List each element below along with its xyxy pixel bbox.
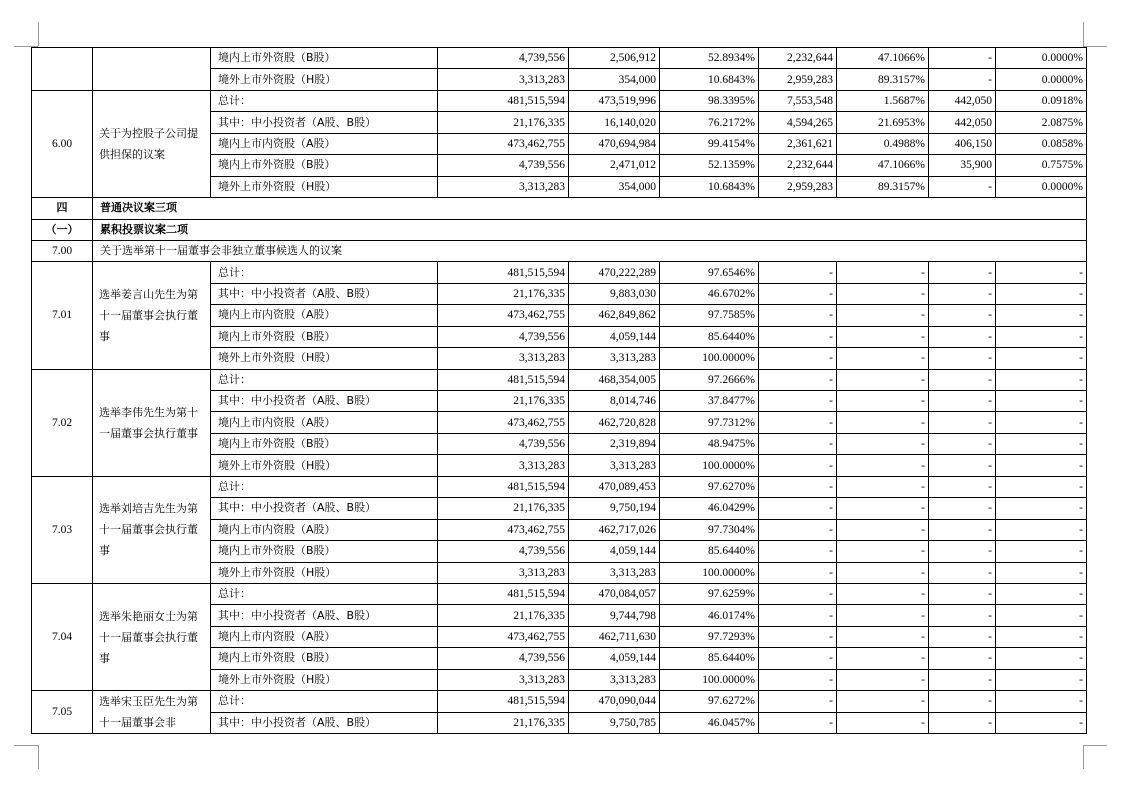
against-percent-cell: -	[837, 476, 929, 497]
abstain-shares-cell: -	[929, 391, 996, 412]
against-percent-cell: -	[837, 541, 929, 562]
for-percent-cell: 100.0000%	[660, 669, 759, 690]
total-shares-cell: 4,739,556	[438, 155, 569, 176]
against-percent-cell: 47.1066%	[837, 48, 929, 69]
against-shares-cell: -	[759, 605, 837, 626]
against-percent-cell: -	[837, 605, 929, 626]
abstain-shares-cell: -	[929, 712, 996, 734]
for-shares-cell: 468,354,005	[569, 369, 660, 390]
abstain-shares-cell: -	[929, 476, 996, 497]
for-percent-cell: 85.6440%	[660, 541, 759, 562]
abstain-shares-cell: -	[929, 541, 996, 562]
total-shares-cell: 481,515,594	[438, 262, 569, 283]
abstain-shares-cell: -	[929, 562, 996, 583]
share-category-label: 境内上市外资股（B股）	[211, 541, 438, 562]
against-shares-cell: -	[759, 326, 837, 347]
total-shares-cell: 473,462,755	[438, 305, 569, 326]
total-shares-cell: 21,176,335	[438, 112, 569, 133]
abstain-percent-cell: -	[996, 648, 1087, 669]
total-shares-cell: 21,176,335	[438, 498, 569, 519]
share-category-label: 总计：	[211, 262, 438, 283]
share-category-label: 其中：中小投资者（A股、B股）	[211, 112, 438, 133]
abstain-shares-cell: 35,900	[929, 155, 996, 176]
for-shares-cell: 354,000	[569, 176, 660, 197]
for-shares-cell: 470,694,984	[569, 133, 660, 154]
against-shares-cell: 4,594,265	[759, 112, 837, 133]
abstain-percent-cell: 0.0000%	[996, 48, 1087, 69]
for-shares-cell: 473,519,996	[569, 90, 660, 111]
for-percent-cell: 100.0000%	[660, 562, 759, 583]
total-shares-cell: 481,515,594	[438, 90, 569, 111]
abstain-percent-cell: -	[996, 412, 1087, 433]
abstain-percent-cell: -	[996, 541, 1087, 562]
abstain-shares-cell: -	[929, 583, 996, 604]
abstain-percent-cell: -	[996, 669, 1087, 690]
against-shares-cell: -	[759, 691, 837, 713]
crop-mark-top-right-v	[1083, 22, 1084, 46]
total-shares-cell: 3,313,283	[438, 669, 569, 690]
for-shares-cell: 9,750,194	[569, 498, 660, 519]
total-shares-cell: 4,739,556	[438, 326, 569, 347]
abstain-percent-cell: -	[996, 455, 1087, 476]
for-shares-cell: 354,000	[569, 69, 660, 90]
against-shares-cell: -	[759, 626, 837, 647]
against-percent-cell: -	[837, 691, 929, 713]
for-percent-cell: 46.0457%	[660, 712, 759, 734]
motion-number-cell	[32, 48, 93, 91]
abstain-shares-cell: -	[929, 648, 996, 669]
total-shares-cell: 3,313,283	[438, 348, 569, 369]
section-title-cell: 累积投票议案二项	[93, 219, 1087, 240]
motion-title-cell: 选举李伟先生为第十一届董事会执行董事	[93, 369, 211, 476]
abstain-shares-cell: -	[929, 326, 996, 347]
motion-number-cell: 7.05	[32, 691, 93, 734]
total-shares-cell: 3,313,283	[438, 69, 569, 90]
against-percent-cell: -	[837, 412, 929, 433]
motion-title-cell: 选举朱艳丽女士为第十一届董事会执行董事	[93, 583, 211, 690]
abstain-shares-cell: 442,050	[929, 90, 996, 111]
against-shares-cell: -	[759, 712, 837, 734]
table-row	[32, 48, 1087, 69]
total-shares-cell: 21,176,335	[438, 283, 569, 304]
motion-number-cell: 7.03	[32, 476, 93, 583]
for-shares-cell: 2,319,894	[569, 433, 660, 454]
share-category-label: 其中：中小投资者（A股、B股）	[211, 283, 438, 304]
for-percent-cell: 46.0174%	[660, 605, 759, 626]
for-percent-cell: 97.7304%	[660, 519, 759, 540]
total-shares-cell: 473,462,755	[438, 626, 569, 647]
for-shares-cell: 4,059,144	[569, 648, 660, 669]
abstain-percent-cell: 0.0000%	[996, 176, 1087, 197]
share-category-label: 境内上市内资股（A股）	[211, 412, 438, 433]
against-shares-cell: -	[759, 433, 837, 454]
abstain-shares-cell: -	[929, 369, 996, 390]
share-category-label: 境内上市外资股（B股）	[211, 648, 438, 669]
against-percent-cell: -	[837, 519, 929, 540]
share-category-label: 其中：中小投资者（A股、B股）	[211, 605, 438, 626]
against-percent-cell: -	[837, 583, 929, 604]
for-percent-cell: 98.3395%	[660, 90, 759, 111]
for-percent-cell: 97.6270%	[660, 476, 759, 497]
total-shares-cell: 481,515,594	[438, 476, 569, 497]
share-category-label: 境内上市外资股（B股）	[211, 48, 438, 69]
section-title-cell: 普通决议案三项	[93, 198, 1087, 219]
abstain-percent-cell: -	[996, 326, 1087, 347]
for-shares-cell: 3,313,283	[569, 669, 660, 690]
against-shares-cell: 2,361,621	[759, 133, 837, 154]
abstain-shares-cell: -	[929, 69, 996, 90]
motion-number-cell: 7.02	[32, 369, 93, 476]
against-percent-cell: -	[837, 455, 929, 476]
share-category-label: 境外上市外资股（H股）	[211, 562, 438, 583]
total-shares-cell: 4,739,556	[438, 541, 569, 562]
for-shares-cell: 3,313,283	[569, 455, 660, 476]
for-shares-cell: 16,140,020	[569, 112, 660, 133]
total-shares-cell: 473,462,755	[438, 133, 569, 154]
crop-mark-bottom-right-v	[1083, 745, 1084, 769]
total-shares-cell: 21,176,335	[438, 712, 569, 734]
crop-mark-bottom-left-v	[38, 745, 39, 769]
table-row	[32, 476, 1087, 497]
for-shares-cell: 462,717,026	[569, 519, 660, 540]
for-percent-cell: 97.2666%	[660, 369, 759, 390]
abstain-percent-cell: -	[996, 498, 1087, 519]
against-percent-cell: -	[837, 669, 929, 690]
table-row	[32, 691, 1087, 713]
against-percent-cell: -	[837, 262, 929, 283]
against-percent-cell: -	[837, 369, 929, 390]
share-category-label: 其中：中小投资者（A股、B股）	[211, 712, 438, 734]
for-shares-cell: 462,720,828	[569, 412, 660, 433]
share-category-label: 境内上市内资股（A股）	[211, 305, 438, 326]
for-percent-cell: 76.2172%	[660, 112, 759, 133]
for-shares-cell: 9,744,798	[569, 605, 660, 626]
total-shares-cell: 4,739,556	[438, 433, 569, 454]
for-shares-cell: 462,711,630	[569, 626, 660, 647]
share-category-label: 境外上市外资股（H股）	[211, 176, 438, 197]
abstain-shares-cell: -	[929, 669, 996, 690]
abstain-percent-cell: 0.0000%	[996, 69, 1087, 90]
abstain-percent-cell: -	[996, 433, 1087, 454]
abstain-percent-cell: -	[996, 391, 1087, 412]
abstain-shares-cell: -	[929, 48, 996, 69]
motion-number-cell: 7.01	[32, 262, 93, 369]
for-percent-cell: 97.6259%	[660, 583, 759, 604]
abstain-shares-cell: 442,050	[929, 112, 996, 133]
abstain-shares-cell: -	[929, 433, 996, 454]
against-shares-cell: -	[759, 583, 837, 604]
against-shares-cell: -	[759, 455, 837, 476]
against-percent-cell: -	[837, 626, 929, 647]
for-shares-cell: 3,313,283	[569, 348, 660, 369]
abstain-percent-cell: -	[996, 305, 1087, 326]
for-percent-cell: 97.7585%	[660, 305, 759, 326]
for-shares-cell: 9,883,030	[569, 283, 660, 304]
share-category-label: 境内上市外资股（B股）	[211, 433, 438, 454]
for-percent-cell: 97.6546%	[660, 262, 759, 283]
against-percent-cell: 47.1066%	[837, 155, 929, 176]
against-shares-cell: -	[759, 283, 837, 304]
abstain-percent-cell: -	[996, 583, 1087, 604]
for-shares-cell: 470,084,057	[569, 583, 660, 604]
share-category-label: 境内上市外资股（B股）	[211, 326, 438, 347]
total-shares-cell: 473,462,755	[438, 412, 569, 433]
total-shares-cell: 4,739,556	[438, 648, 569, 669]
for-shares-cell: 4,059,144	[569, 326, 660, 347]
share-category-label: 境内上市内资股（A股）	[211, 133, 438, 154]
against-percent-cell: -	[837, 433, 929, 454]
total-shares-cell: 3,313,283	[438, 455, 569, 476]
table-row	[32, 262, 1087, 283]
abstain-percent-cell: -	[996, 519, 1087, 540]
share-category-label: 境外上市外资股（H股）	[211, 455, 438, 476]
for-shares-cell: 462,849,862	[569, 305, 660, 326]
for-percent-cell: 99.4154%	[660, 133, 759, 154]
for-percent-cell: 10.6843%	[660, 69, 759, 90]
abstain-percent-cell: -	[996, 605, 1087, 626]
against-shares-cell: -	[759, 412, 837, 433]
against-shares-cell: 2,232,644	[759, 155, 837, 176]
crop-mark-bottom-right	[1083, 745, 1107, 746]
total-shares-cell: 3,313,283	[438, 562, 569, 583]
against-percent-cell: 89.3157%	[837, 176, 929, 197]
motion-title-cell: 选举姜言山先生为第十一届董事会执行董事	[93, 262, 211, 369]
share-category-label: 其中：中小投资者（A股、B股）	[211, 498, 438, 519]
table-row	[32, 90, 1087, 111]
motion-title-cell: 选举刘培吉先生为第十一届董事会执行董事	[93, 476, 211, 583]
for-shares-cell: 9,750,785	[569, 712, 660, 734]
table-row	[32, 583, 1087, 604]
abstain-shares-cell: -	[929, 626, 996, 647]
for-shares-cell: 8,014,746	[569, 391, 660, 412]
for-shares-cell: 3,313,283	[569, 562, 660, 583]
motion-title-cell: 关于为控股子公司提供担保的议案	[93, 90, 211, 197]
section-number-cell: （一）	[32, 219, 93, 240]
against-shares-cell: -	[759, 562, 837, 583]
abstain-shares-cell: -	[929, 305, 996, 326]
motion-number-cell: 6.00	[32, 90, 93, 197]
abstain-percent-cell: -	[996, 262, 1087, 283]
for-shares-cell: 2,471,012	[569, 155, 660, 176]
against-percent-cell: -	[837, 326, 929, 347]
for-percent-cell: 97.6272%	[660, 691, 759, 713]
abstain-shares-cell: -	[929, 262, 996, 283]
against-shares-cell: -	[759, 519, 837, 540]
total-shares-cell: 473,462,755	[438, 519, 569, 540]
against-percent-cell: -	[837, 348, 929, 369]
total-shares-cell: 21,176,335	[438, 391, 569, 412]
for-percent-cell: 48.9475%	[660, 433, 759, 454]
total-shares-cell: 3,313,283	[438, 176, 569, 197]
share-category-label: 境内上市内资股（A股）	[211, 626, 438, 647]
against-percent-cell: 0.4988%	[837, 133, 929, 154]
total-shares-cell: 4,739,556	[438, 48, 569, 69]
motion-title-cell: 关于选举第十一届董事会非独立董事候选人的议案	[93, 240, 1087, 261]
abstain-shares-cell: -	[929, 176, 996, 197]
section-row	[32, 219, 1087, 240]
abstain-percent-cell: -	[996, 369, 1087, 390]
abstain-shares-cell: 406,150	[929, 133, 996, 154]
crop-mark-bottom-left	[14, 745, 38, 746]
against-percent-cell: -	[837, 305, 929, 326]
against-percent-cell: -	[837, 498, 929, 519]
for-percent-cell: 52.8934%	[660, 48, 759, 69]
for-percent-cell: 97.7312%	[660, 412, 759, 433]
against-shares-cell: -	[759, 369, 837, 390]
share-category-label: 境外上市外资股（H股）	[211, 69, 438, 90]
against-shares-cell: -	[759, 476, 837, 497]
abstain-percent-cell: -	[996, 476, 1087, 497]
total-shares-cell: 481,515,594	[438, 583, 569, 604]
against-percent-cell: 89.3157%	[837, 69, 929, 90]
for-shares-cell: 2,506,912	[569, 48, 660, 69]
for-shares-cell: 470,222,289	[569, 262, 660, 283]
motion-number-cell: 7.00	[32, 240, 93, 261]
share-category-label: 总计：	[211, 583, 438, 604]
share-category-label: 境内上市内资股（A股）	[211, 519, 438, 540]
against-shares-cell: -	[759, 669, 837, 690]
motion-title-cell	[93, 48, 211, 91]
share-category-label: 总计：	[211, 90, 438, 111]
against-percent-cell: 1.5687%	[837, 90, 929, 111]
for-percent-cell: 10.6843%	[660, 176, 759, 197]
motion-title-cell: 选举宋玉臣先生为第十一届董事会非	[93, 691, 211, 734]
against-percent-cell: -	[837, 562, 929, 583]
total-shares-cell: 21,176,335	[438, 605, 569, 626]
total-shares-cell: 481,515,594	[438, 691, 569, 713]
share-category-label: 总计：	[211, 476, 438, 497]
total-shares-cell: 481,515,594	[438, 369, 569, 390]
abstain-percent-cell: -	[996, 712, 1087, 734]
against-shares-cell: -	[759, 305, 837, 326]
abstain-shares-cell: -	[929, 498, 996, 519]
against-shares-cell: -	[759, 348, 837, 369]
for-percent-cell: 46.6702%	[660, 283, 759, 304]
crop-mark-top-left-v	[38, 22, 39, 46]
abstain-percent-cell: -	[996, 626, 1087, 647]
section-row	[32, 198, 1087, 219]
against-shares-cell: -	[759, 648, 837, 669]
abstain-shares-cell: -	[929, 455, 996, 476]
abstain-percent-cell: 0.0918%	[996, 90, 1087, 111]
against-shares-cell: 7,553,548	[759, 90, 837, 111]
against-shares-cell: -	[759, 498, 837, 519]
share-category-label: 总计：	[211, 369, 438, 390]
abstain-percent-cell: -	[996, 691, 1087, 713]
for-percent-cell: 85.6440%	[660, 326, 759, 347]
against-shares-cell: 2,959,283	[759, 69, 837, 90]
share-category-label: 其中：中小投资者（A股、B股）	[211, 391, 438, 412]
for-percent-cell: 52.1359%	[660, 155, 759, 176]
against-percent-cell: -	[837, 648, 929, 669]
for-shares-cell: 470,090,044	[569, 691, 660, 713]
abstain-percent-cell: 0.0858%	[996, 133, 1087, 154]
share-category-label: 境外上市外资股（H股）	[211, 669, 438, 690]
against-percent-cell: 21.6953%	[837, 112, 929, 133]
for-percent-cell: 46.0429%	[660, 498, 759, 519]
table-row	[32, 369, 1087, 390]
against-percent-cell: -	[837, 283, 929, 304]
section-number-cell: 四	[32, 198, 93, 219]
abstain-percent-cell: -	[996, 562, 1087, 583]
for-percent-cell: 100.0000%	[660, 455, 759, 476]
abstain-percent-cell: -	[996, 348, 1087, 369]
abstain-percent-cell: -	[996, 283, 1087, 304]
motion-number-cell: 7.04	[32, 583, 93, 690]
motion-row	[32, 240, 1087, 261]
against-shares-cell: 2,959,283	[759, 176, 837, 197]
abstain-percent-cell: 2.0875%	[996, 112, 1087, 133]
abstain-shares-cell: -	[929, 348, 996, 369]
against-percent-cell: -	[837, 391, 929, 412]
abstain-shares-cell: -	[929, 605, 996, 626]
for-shares-cell: 4,059,144	[569, 541, 660, 562]
share-category-label: 境外上市外资股（H股）	[211, 348, 438, 369]
abstain-shares-cell: -	[929, 283, 996, 304]
abstain-shares-cell: -	[929, 691, 996, 713]
against-shares-cell: 2,232,644	[759, 48, 837, 69]
for-percent-cell: 100.0000%	[660, 348, 759, 369]
abstain-percent-cell: 0.7575%	[996, 155, 1087, 176]
abstain-shares-cell: -	[929, 519, 996, 540]
for-shares-cell: 470,089,453	[569, 476, 660, 497]
voting-results-table	[31, 47, 1087, 734]
for-percent-cell: 97.7293%	[660, 626, 759, 647]
against-shares-cell: -	[759, 262, 837, 283]
share-category-label: 境内上市外资股（B股）	[211, 155, 438, 176]
share-category-label: 总计：	[211, 691, 438, 713]
against-percent-cell: -	[837, 712, 929, 734]
against-shares-cell: -	[759, 541, 837, 562]
for-percent-cell: 37.8477%	[660, 391, 759, 412]
abstain-shares-cell: -	[929, 412, 996, 433]
against-shares-cell: -	[759, 391, 837, 412]
for-percent-cell: 85.6440%	[660, 648, 759, 669]
